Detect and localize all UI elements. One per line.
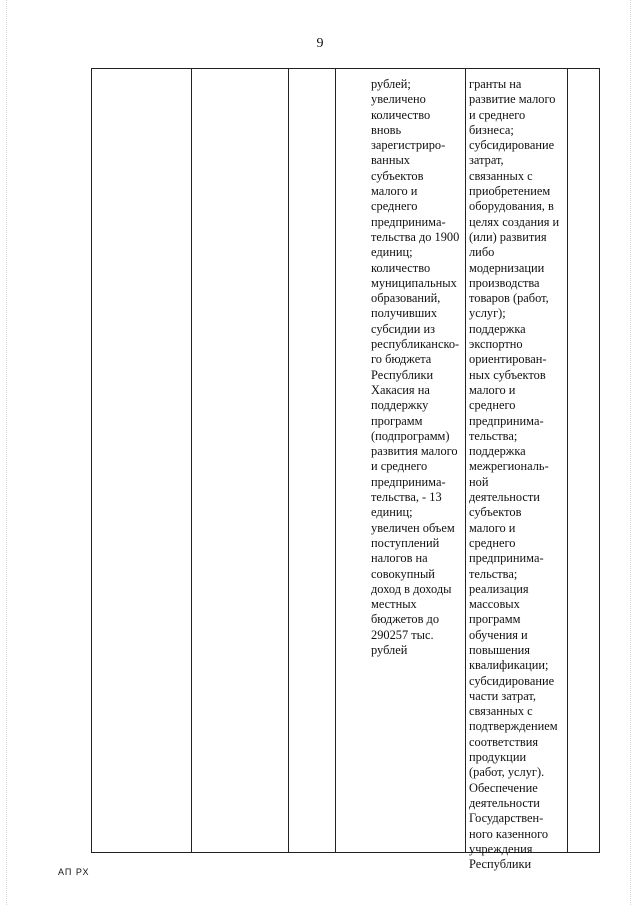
column-divider-2 (288, 69, 289, 852)
table-cell-column-5: гранты на развитие малого и среднего бизнеса; субсидирование затрат, связанных с приобретением оборудования, в целях создания и (или) развития либо модернизации производства товаров (работ, услуг); поддержка экспортно ориентирован- ных субъектов малого и среднего предпринима- тельства; поддержка межрегиональ- ной деятельности субъектов малого и среднего предпринима- тельства; реализация массовых программ обучения и повышения квалификации; субсидирование части затрат, связанных с подтверждением соответствия продукции (работ, услуг). Обеспечение деятельности Государствен- ного казенного учреждения Республики (469, 77, 560, 872)
column-divider-1 (191, 69, 192, 852)
column-divider-3 (335, 69, 336, 852)
column-divider-5 (567, 69, 568, 852)
footer-mark: АП РХ (58, 867, 90, 877)
table-cell-column-4: рублей; увеличено количество вновь зарегистриро- ванных субъектов малого и среднего предпринима- тельства до 1900 единиц; количество муниципальных образований, получивших субсидии из республиканско- го бюджета Республики Хакасия на поддержку программ (подпрограмм) развития малого и среднего предпринима- тельства, - 13 единиц; увеличен объем поступлений налогов на совокупный доход в доходы местных бюджетов до 290257 тыс. рублей (371, 77, 460, 657)
column-divider-4 (465, 69, 466, 852)
scan-edge-right (630, 0, 631, 905)
scan-edge-left (6, 0, 7, 905)
page-number: 9 (316, 36, 324, 51)
table-grid (91, 68, 600, 872)
